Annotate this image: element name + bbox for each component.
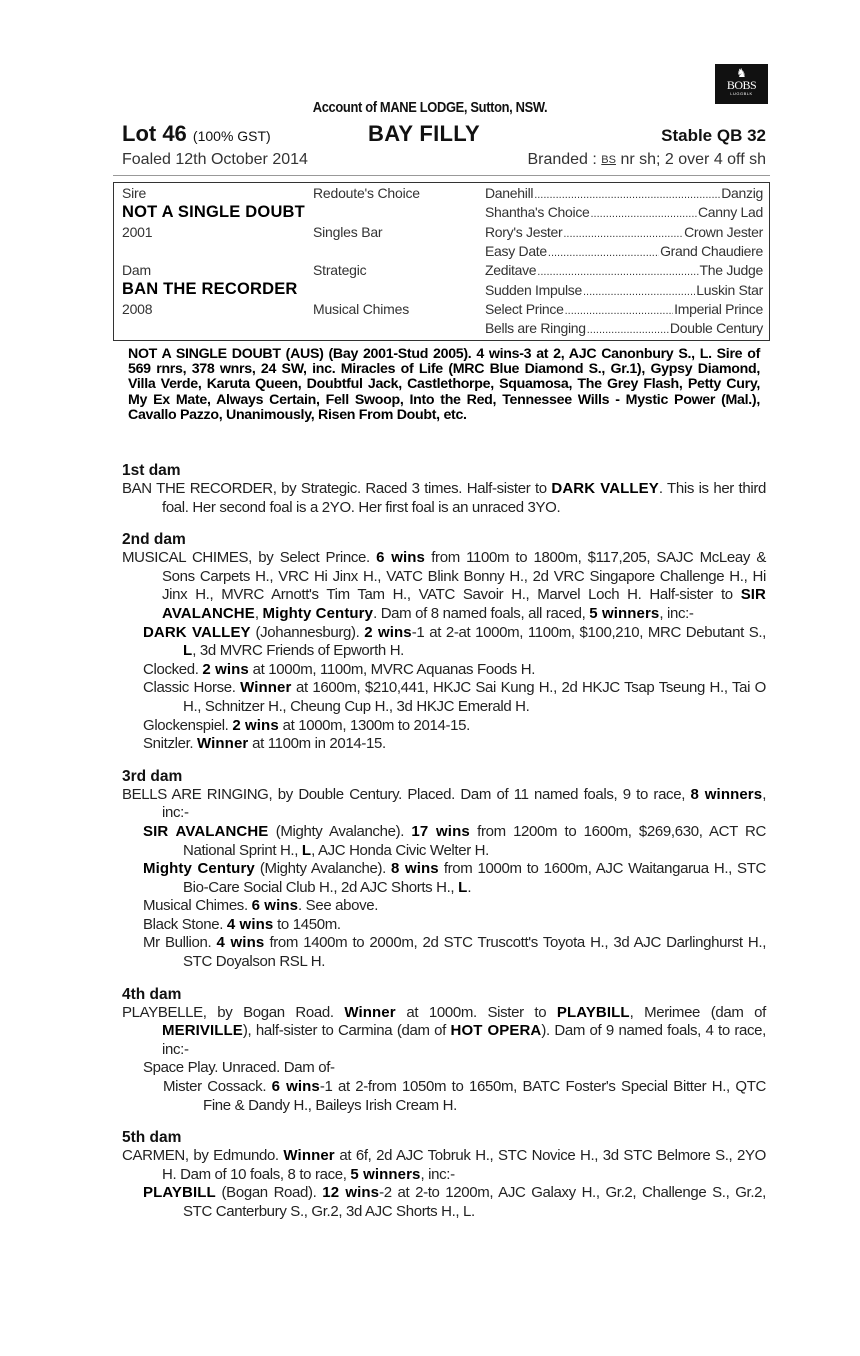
bold-text: L [301, 841, 312, 859]
text: . [467, 878, 472, 896]
progeny-entry [122, 717, 766, 736]
text: . See above. [298, 897, 379, 915]
ancestor-row [485, 204, 763, 220]
ancestor-name: Select Prince [485, 300, 564, 317]
progeny-entry [122, 786, 766, 823]
dam-year: 2008 [122, 301, 153, 317]
progeny-entry [122, 624, 766, 661]
bold-text: 2 wins [364, 623, 412, 641]
text: Classic Horse. [143, 679, 241, 697]
leader-dots [534, 185, 720, 201]
text: (Bogan Road). [215, 1184, 323, 1202]
text: at 6f, 2d AJC Tobruk H., STC Novice H., 3d STC Belmore S., 2YO H. Dam of 10 foals, 8 to race, [162, 1147, 766, 1183]
text: -1 at 2-at 1000m, 1100m, $100,210, MRC Debutant S., [411, 623, 766, 641]
ancestor-name: Zeditave [485, 262, 537, 279]
text: , [254, 604, 263, 622]
text: ). Dam of 9 named foals, 4 to race, inc:- [162, 1022, 766, 1058]
bold-text: 6 wins [251, 897, 299, 915]
text: Glockenspiel. [143, 716, 233, 734]
bold-text: Winner [283, 1147, 335, 1165]
text: at 1000m, 1300m to 2014-15. [278, 716, 470, 734]
logo-subtext: LUGGBLK [730, 91, 753, 96]
vendor-account: Account of MANE LODGE, Sutton, NSW. [312, 99, 548, 116]
sire-year: 2001 [122, 224, 153, 240]
bold-text: 8 winners [690, 785, 763, 803]
dam-section [122, 986, 766, 1116]
progeny-entry [122, 1059, 766, 1078]
text: at 1600m, $210,441, HKJC Sai Kung H., 2d HKJC Tsap Tseung H., Tai O H., Schnitzer H., Cheung Cup H., 3d HKJC Emerald H. [183, 679, 766, 715]
ancestor-sire: Imperial Prince [674, 300, 763, 317]
progeny-entry [122, 1184, 766, 1221]
ancestor-sire: Danzig [721, 185, 763, 201]
lot-number [122, 121, 271, 147]
text: PLAYBELLE, by Bogan Road. [122, 1003, 345, 1021]
text: from 1000m to 1600m, AJC Waitangarua H., STC Bio-Care Social Club H., 2d AJC Shorts H., [183, 860, 766, 896]
text: BAN THE RECORDER, by Strategic. Raced 3 times. Half-sister to [122, 480, 552, 497]
text: ), half-sister to Carmina (dam of [242, 1022, 451, 1040]
leader-dots [591, 204, 697, 220]
bold-text: 5 winners [350, 1165, 421, 1183]
dam-name: BAN THE RECORDER [122, 280, 298, 298]
text: -2 at 2-to 1200m, AJC Galaxy H., Gr.2, Challenge S., Gr.2, STC Canterbury S., Gr.2, 3d AJC Shorts H., L. [183, 1184, 766, 1220]
dam-label: Dam [122, 262, 151, 278]
ancestor-name: Rory's Jester [485, 223, 563, 240]
brand-info [527, 151, 766, 169]
text: Snitzler. [143, 735, 198, 753]
bold-text: 6 wins [271, 1078, 320, 1096]
ancestor-sire: Double Century [669, 320, 763, 337]
ancestor-name: Danehill [485, 185, 534, 201]
ancestor-row [485, 243, 763, 259]
dam-section [122, 768, 766, 972]
text: (Mighty Avalanche). [254, 860, 392, 878]
progeny-entry [122, 549, 766, 623]
bobs-logo [715, 64, 768, 104]
text: Space Play. Unraced. Dam of- [143, 1059, 335, 1077]
text: Black Stone. [143, 915, 227, 933]
sire-dam: Singles Bar [313, 224, 383, 240]
text: MUSICAL CHIMES, by Select Prince. [122, 549, 377, 567]
brand-mark: BS [601, 154, 616, 166]
text: from 1100m to 1800m, $117,205, SAJC McLeay & Sons Carpets H., VRC Hi Jinx H., VATC Blink Bonny H., 2d VRC Singapore Challenge H., Hi Jinx H., MVRC Arnott's Tim Tam H., VATC Savoir H., Marvel Loch H. Half-sister to [162, 549, 766, 604]
text: , inc:- [162, 785, 767, 822]
progeny-entry [122, 916, 766, 935]
bold-text: Winner [344, 1003, 396, 1021]
text: , AJC Honda Civic Welter H. [311, 841, 489, 859]
branded-rest: nr sh; 2 over 4 off sh [620, 151, 766, 168]
pedigree-table [113, 182, 770, 341]
text: from 1200m to 1600m, $269,630, ACT RC National Sprint H., [183, 822, 766, 859]
text: , 3d MVRC Friends of Epworth H. [192, 642, 404, 660]
text: , Merimee (dam of [629, 1003, 766, 1021]
section-heading: 5th dam [122, 1129, 182, 1147]
bold-text: DARK VALLEY [551, 480, 659, 497]
horse-logo-icon: ♞ [736, 66, 747, 80]
ancestor-row [485, 282, 763, 298]
bold-text: 12 wins [322, 1184, 380, 1202]
dam-dam: Musical Chimes [313, 301, 409, 317]
bold-text: 17 wins [411, 822, 470, 840]
sire-label: Sire [122, 185, 147, 201]
text: at 1000m, 1100m, MVRC Aquanas Foods H. [248, 660, 536, 678]
bold-text: 4 wins [226, 915, 274, 933]
progeny-entry [122, 1004, 766, 1060]
ancestor-row [485, 262, 763, 278]
bold-text: 5 winners [589, 604, 660, 622]
text: Clocked. [143, 660, 203, 678]
dam-sire: Strategic [313, 262, 367, 278]
ancestor-name: Sudden Impulse [485, 281, 582, 298]
ancestor-name: Easy Date [485, 242, 547, 259]
sire-summary: NOT A SINGLE DOUBT (AUS) (Bay 2001-Stud 2005). 4 wins-3 at 2, AJC Canonbury S., L. Sire of 569 rnrs, 378 wnrs, 24 SW, inc. Miracles of Life (MRC Blue Diamond S., Gr.1), Gypsy Diamond, Villa Verde, Karuta Queen, Doubtful Jack, Castlethorpe, Squamosa, The Grey Flash, Petty Cury, My Ex Mate, Always Certain, Fell Swoop, Into the Red, Tennessee Wills - Mystic Power (Mal.), Cavallo Pazzo, Unanimously, Risen From Doubt, etc. [128, 346, 760, 423]
text: Mister Cossack. [163, 1078, 272, 1096]
dam-section [122, 462, 766, 517]
section-heading: 2nd dam [122, 531, 186, 549]
section-heading: 3rd dam [122, 767, 183, 785]
text: to 1450m. [273, 915, 341, 933]
bold-text: MERIVILLE [162, 1022, 243, 1040]
ancestor-row [485, 301, 763, 317]
ancestor-sire: The Judge [699, 262, 763, 279]
text: at 1000m. Sister to [395, 1003, 557, 1021]
bold-text: L [183, 642, 193, 660]
leader-dots [583, 282, 695, 298]
bold-text: 2 wins [232, 716, 279, 734]
ancestor-sire: Crown Jester [684, 223, 763, 240]
divider [113, 175, 770, 176]
leader-dots [565, 301, 674, 317]
text: , inc:- [420, 1165, 455, 1183]
leader-dots [563, 224, 683, 240]
text: Mr Bullion. [143, 934, 217, 952]
text: CARMEN, by Edmundo. [122, 1147, 284, 1165]
dam-section [122, 531, 766, 754]
sire-name: NOT A SINGLE DOUBT [122, 203, 305, 221]
progeny-entry [122, 1078, 766, 1115]
bold-text: Winner [197, 735, 249, 753]
section-heading: 1st dam [122, 462, 181, 479]
text: -1 at 2-from 1050m to 1650m, BATC Foster's Special Bitter H., QTC Fine & Dandy H., Baileys Irish Cream H. [203, 1078, 766, 1114]
ancestor-sire: Grand Chaudiere [660, 242, 763, 259]
progeny-entry [122, 661, 766, 680]
progeny-entry [122, 897, 766, 916]
progeny-entry [122, 679, 766, 716]
lot-title: BAY FILLY [368, 121, 480, 146]
bold-text: Winner [240, 679, 292, 697]
text: (Johannesburg). [250, 623, 365, 641]
section-heading: 4th dam [122, 985, 182, 1003]
lot-label: Lot 46 [122, 121, 187, 146]
text: . Dam of 8 named foals, all raced, [373, 604, 590, 622]
dam-section [122, 1129, 766, 1221]
gst-note: (100% GST) [192, 128, 271, 144]
dam-lines [122, 462, 766, 1236]
bold-text: HOT OPERA [450, 1022, 542, 1040]
text: (Mighty Avalanche). [268, 822, 412, 840]
ancestor-row [485, 185, 763, 201]
progeny-entry [122, 1147, 766, 1184]
leader-dots [537, 262, 698, 278]
bold-text: L [458, 878, 468, 896]
bold-text: Mighty Century [143, 860, 255, 878]
foaled-date: Foaled 12th October 2014 [122, 151, 308, 168]
leader-dots [587, 320, 669, 336]
ancestor-sire: Canny Lad [697, 204, 763, 221]
progeny-entry [122, 480, 766, 517]
bold-text: 4 wins [216, 934, 265, 952]
ancestor-row [485, 320, 763, 336]
ancestor-name: Shantha's Choice [485, 204, 590, 221]
progeny-entry [122, 735, 766, 754]
stable-location: Stable QB 32 [661, 126, 766, 145]
text: . This is her third foal. Her second foal is a 2YO. Her first foal is an unraced 3YO. [162, 480, 766, 516]
branded-label: Branded : [527, 151, 597, 168]
text: Musical Chimes. [143, 897, 252, 915]
bold-text: PLAYBILL [143, 1184, 216, 1202]
bold-text: Mighty Century [262, 604, 374, 622]
logo-text: BOBS [726, 78, 757, 92]
progeny-entry [122, 823, 766, 860]
text: , inc:- [659, 604, 694, 622]
ancestor-name: Bells are Ringing [485, 320, 586, 337]
progeny-entry [122, 934, 766, 971]
bold-text: SIR AVALANCHE [162, 586, 766, 622]
bold-text: DARK VALLEY [143, 623, 251, 641]
bold-text: 6 wins [376, 549, 425, 567]
ancestor-sire: Luskin Star [696, 281, 763, 298]
progeny-entry [122, 860, 766, 897]
bold-text: 2 wins [202, 660, 249, 678]
bold-text: PLAYBILL [556, 1003, 630, 1021]
text: at 1100m in 2014-15. [248, 735, 386, 753]
leader-dots [548, 243, 659, 259]
ancestor-row [485, 224, 763, 240]
text: from 1400m to 2000m, 2d STC Truscott's Toyota H., 3d AJC Darlinghurst H., STC Doyalson RSL H. [183, 934, 767, 971]
text: BELLS ARE RINGING, by Double Century. Placed. Dam of 11 named foals, 9 to race, [122, 785, 691, 803]
sire-sire: Redoute's Choice [313, 185, 420, 201]
bold-text: SIR AVALANCHE [143, 822, 269, 840]
bold-text: 8 wins [391, 860, 439, 878]
